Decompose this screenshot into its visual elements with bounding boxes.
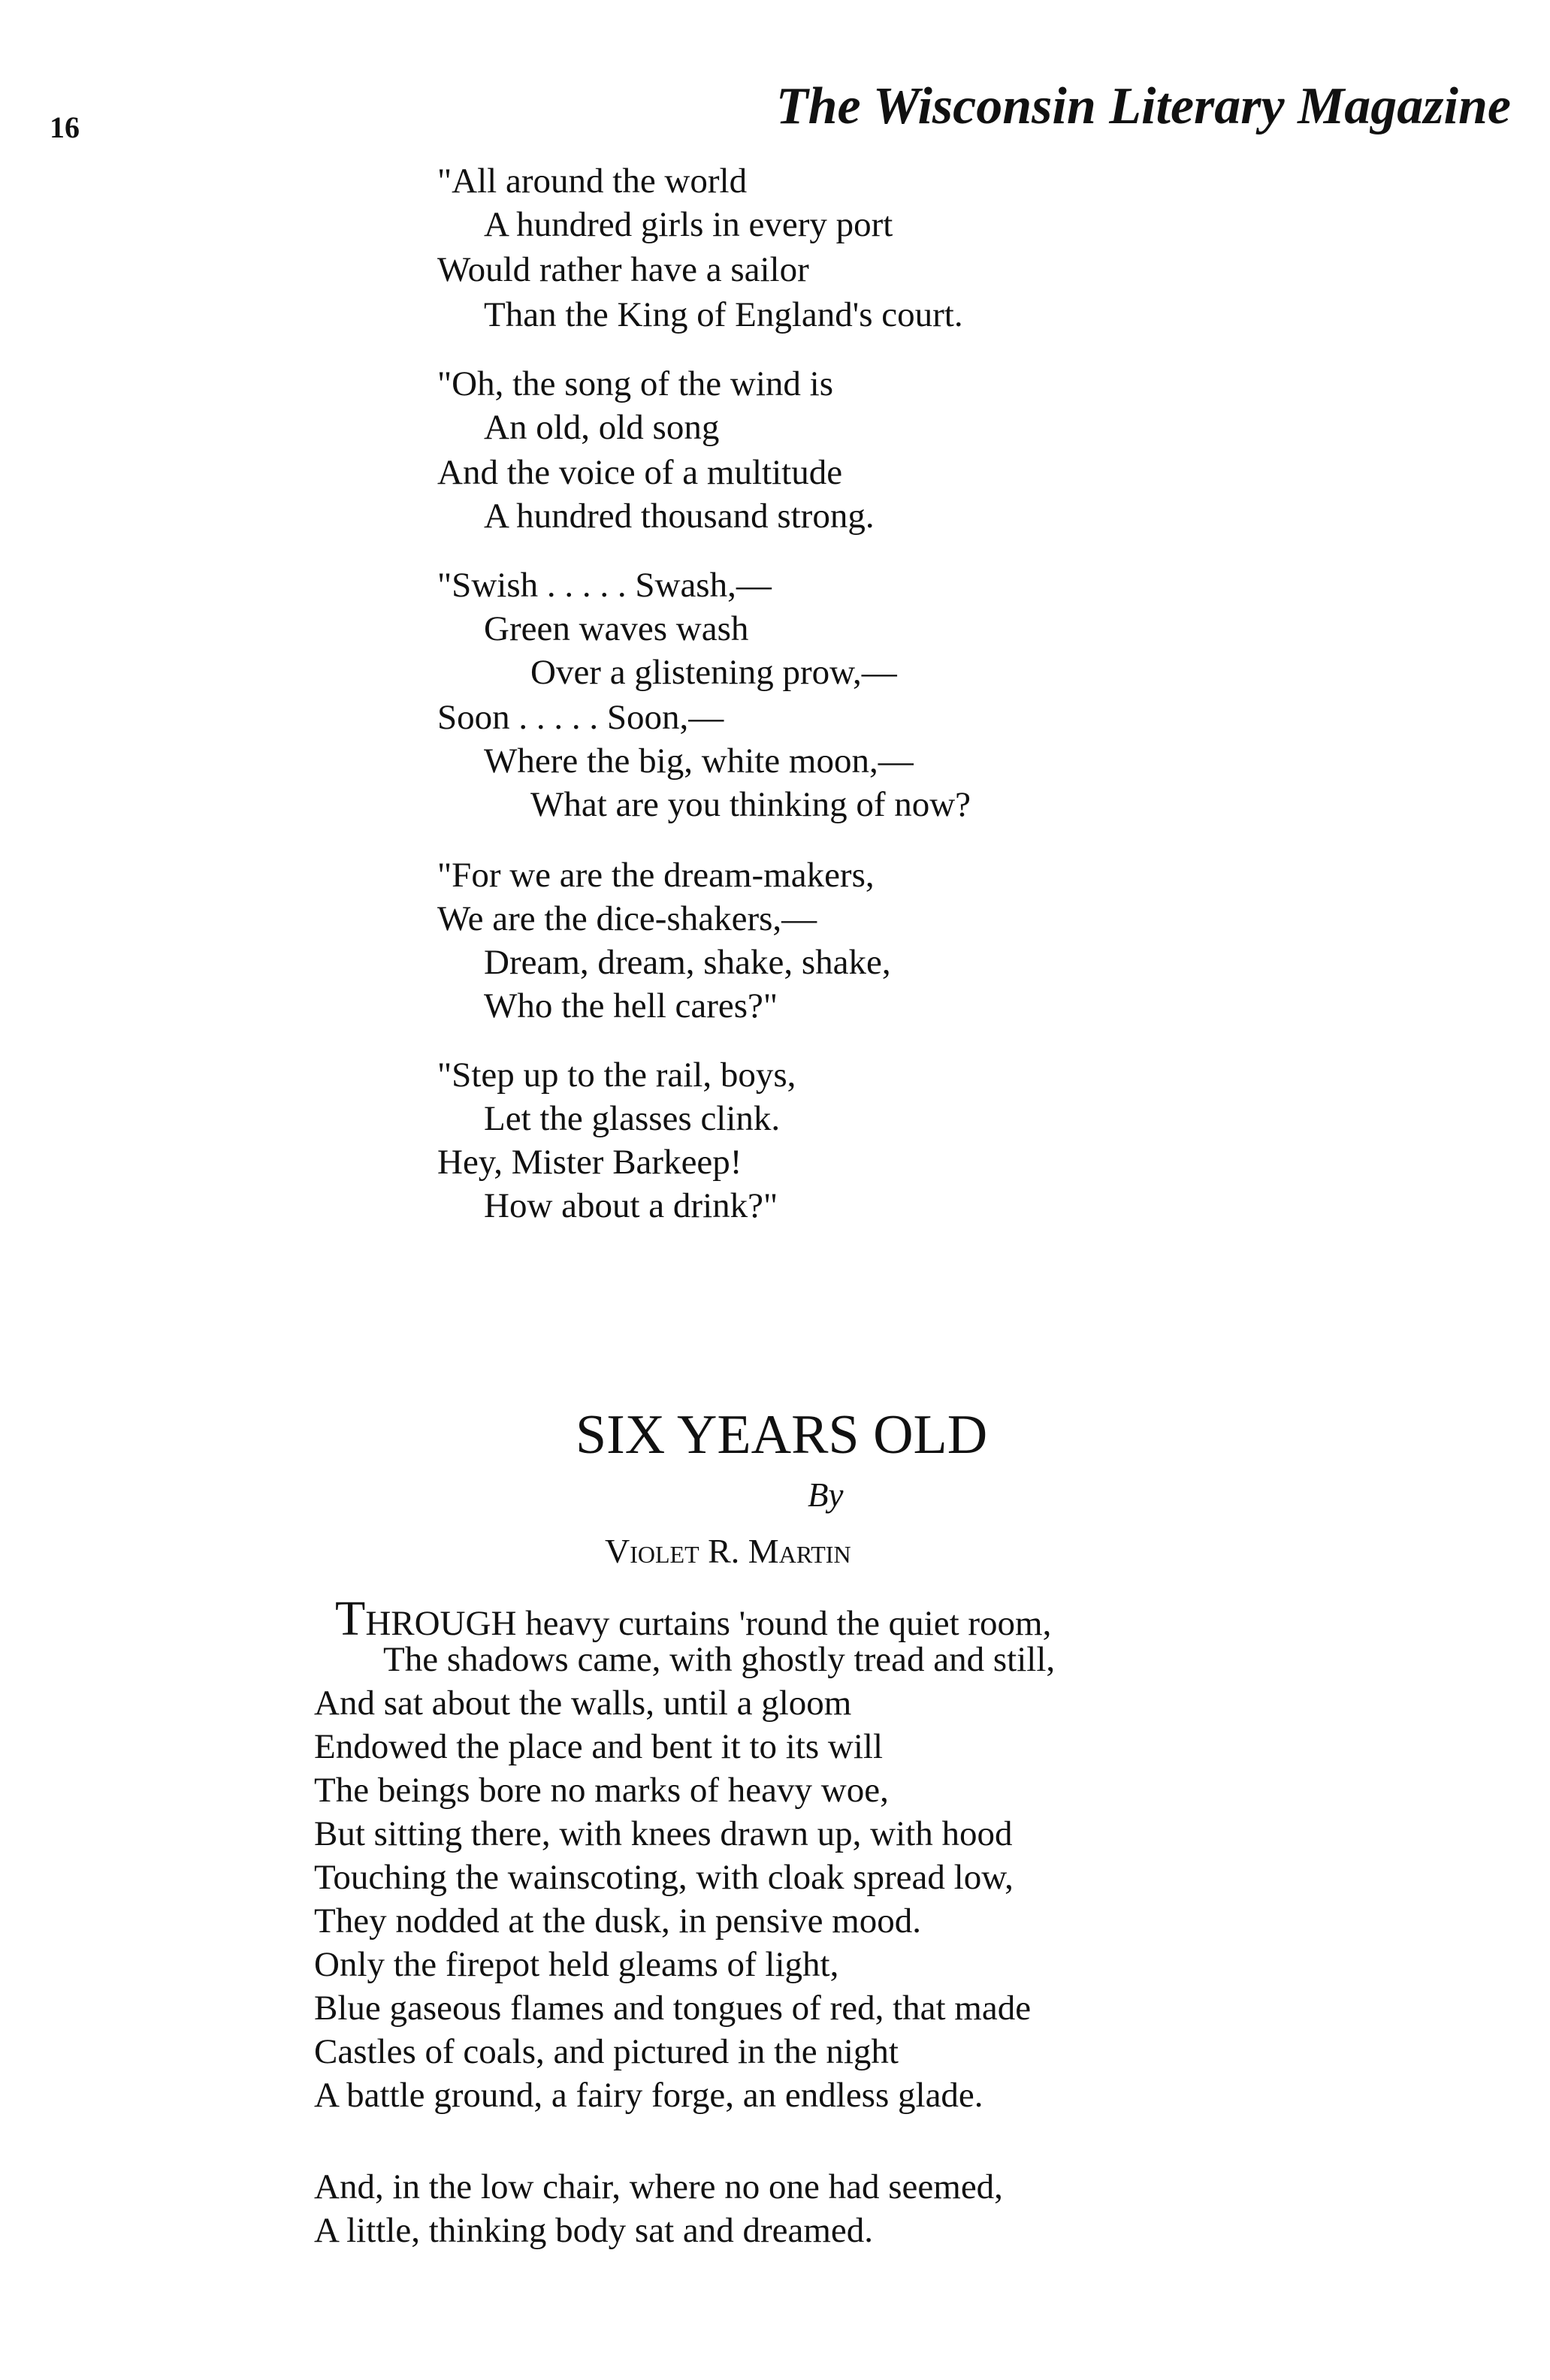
first-word-smallcaps: HROUGH: [365, 1604, 517, 1643]
poem-line: Endowed the place and bent it to its will: [314, 1727, 884, 1766]
author-name: Violet R. Martin: [605, 1532, 851, 1570]
poem-line: Over a glistening prow,—: [530, 653, 897, 692]
poem-line: What are you thinking of now?: [530, 785, 971, 824]
poem-line: "Oh, the song of the wind is: [437, 364, 834, 403]
poem-line: And sat about the walls, until a gloom: [314, 1684, 852, 1723]
poem-line: A hundred girls in every port: [484, 205, 893, 244]
drop-cap: T: [335, 1591, 366, 1646]
poem-line: And, in the low chair, where no one had seemed,: [314, 2167, 1003, 2206]
poem-line: Castles of coals, and pictured in the night: [314, 2032, 899, 2071]
poem-line: A little, thinking body sat and dreamed.: [314, 2211, 874, 2250]
poem-line: The shadows came, with ghostly tread and still,: [383, 1640, 1056, 1679]
poem-line: An old, old song: [484, 408, 720, 447]
poem-line: "Swish . . . . . Swash,—: [437, 566, 772, 605]
poem-line: "For we are the dream-makers,: [437, 856, 875, 895]
poem-line: Where the big, white moon,—: [484, 741, 914, 781]
poem-line: A hundred thousand strong.: [484, 497, 875, 536]
poem-line: Dream, dream, shake, shake,: [484, 943, 891, 982]
poem-line: A battle ground, a fairy forge, an endless glade.: [314, 2076, 983, 2115]
poem-line: Would rather have a sailor: [437, 250, 809, 289]
poem-line: "Step up to the rail, boys,: [437, 1056, 796, 1095]
page-number: 16: [50, 110, 80, 144]
magazine-title: The Wisconsin Literary Magazine: [775, 77, 1511, 135]
poem-line: Who the hell cares?": [484, 986, 778, 1025]
poem-line: Blue gaseous flames and tongues of red, that made: [314, 1989, 1032, 2028]
poem-line: But sitting there, with knees drawn up, with hood: [314, 1814, 1013, 1853]
poem-line: Soon . . . . . Soon,—: [437, 698, 724, 737]
poem-line: Touching the wainscoting, with cloak spread low,: [314, 1858, 1014, 1897]
poem-line: They nodded at the dusk, in pensive mood.: [314, 1901, 921, 1941]
poem-line: We are the dice-shakers,—: [437, 899, 817, 938]
poem-line: Green waves wash: [484, 609, 749, 648]
poem-line: And the voice of a multitude: [437, 453, 843, 492]
poem-line: The beings bore no marks of heavy woe,: [314, 1771, 889, 1810]
first-line-rest: heavy curtains 'round the quiet room,: [516, 1604, 1052, 1643]
poem-first-line: [335, 1591, 1052, 1646]
poem-title: SIX YEARS OLD: [576, 1404, 988, 1466]
poem-line: Let the glasses clink.: [484, 1099, 781, 1138]
poem-line: Only the firepot held gleams of light,: [314, 1945, 839, 1984]
poem-line: Hey, Mister Barkeep!: [437, 1143, 742, 1182]
poem-line: "All around the world: [437, 162, 748, 201]
poem-line: Than the King of England's court.: [484, 295, 963, 334]
byline: By: [808, 1476, 844, 1514]
poem-line: How about a drink?": [484, 1186, 778, 1225]
